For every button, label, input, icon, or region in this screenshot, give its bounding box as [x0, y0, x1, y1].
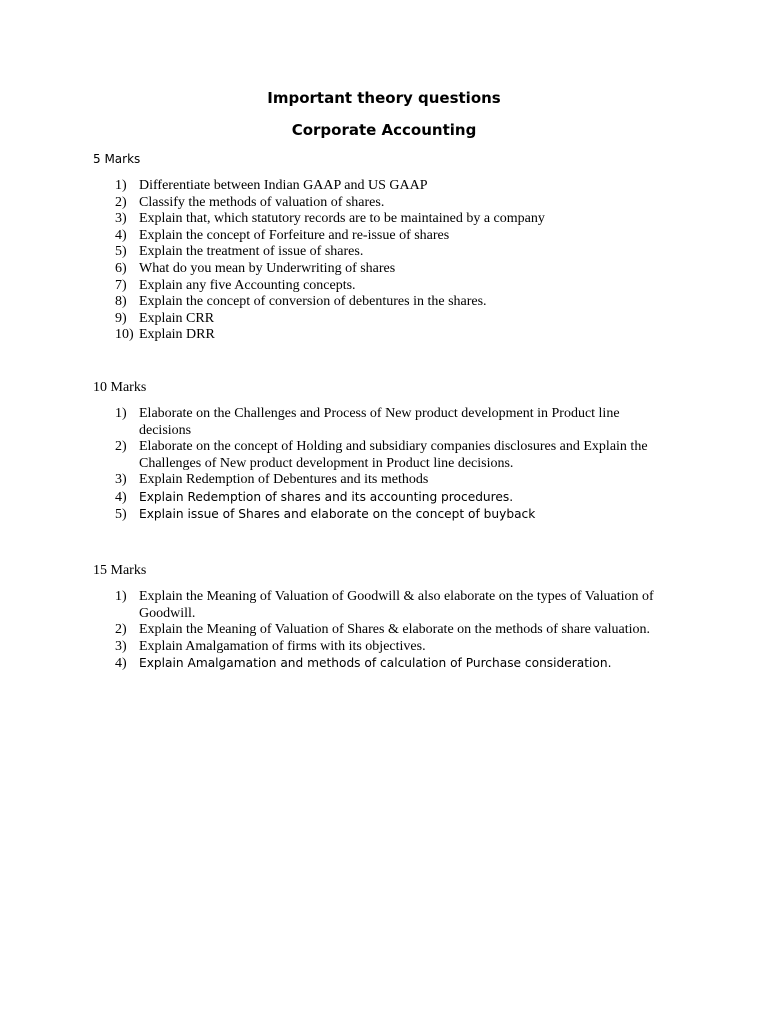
question-number: 5) — [115, 244, 127, 260]
question-item — [115, 195, 675, 212]
question-number: 5) — [115, 506, 127, 522]
section-heading-15-marks: 15 Marks — [93, 563, 147, 578]
question-text: Explain Redemption of Debentures and its methods — [139, 472, 429, 488]
question-number: 3) — [115, 211, 127, 227]
question-number: 3) — [115, 472, 127, 488]
question-text: Explain Amalgamation of firms with its objectives. — [139, 638, 426, 654]
question-number: 1) — [115, 406, 127, 421]
question-number: 7) — [115, 277, 127, 293]
question-text: Explain the Meaning of Valuation of Shares & elaborate on the methods of share valuation. — [139, 622, 650, 638]
question-list-15-marks — [115, 589, 675, 672]
question-number: 10) — [115, 327, 134, 343]
question-number: 8) — [115, 294, 127, 310]
question-item — [115, 228, 675, 245]
question-item — [115, 294, 675, 311]
question-text: Explain any five Accounting concepts. — [139, 277, 356, 293]
question-number: 6) — [115, 260, 127, 276]
question-number: 2) — [115, 439, 127, 455]
question-item — [115, 261, 675, 278]
question-item — [115, 639, 675, 656]
question-number: 3) — [115, 638, 127, 654]
question-text: Differentiate between Indian GAAP and US GAAP — [139, 178, 428, 193]
question-text: Explain the treatment of issue of shares. — [139, 244, 364, 260]
question-item — [115, 327, 675, 344]
question-text: Explain DRR — [139, 327, 215, 343]
question-text: Elaborate on the Challenges and Process of New product development in Product line decisions — [139, 406, 620, 438]
question-item — [115, 655, 675, 672]
question-text: Explain Amalgamation and methods of calculation of Purchase consideration. — [139, 656, 612, 671]
question-number: 4) — [115, 227, 127, 243]
document-subtitle: Corporate Accounting — [291, 121, 477, 139]
question-item — [115, 589, 675, 622]
question-number: 1) — [115, 178, 127, 193]
question-text: What do you mean by Underwriting of shares — [139, 260, 396, 276]
document-title: Important theory questions — [267, 89, 501, 107]
question-list-5-marks — [115, 178, 675, 344]
question-item — [115, 278, 675, 295]
question-item — [115, 211, 675, 228]
question-number: 2) — [115, 622, 127, 638]
section-heading-10-marks: 10 Marks — [93, 380, 147, 395]
question-item — [115, 622, 675, 639]
question-item — [115, 472, 675, 489]
question-text: Explain CRR — [139, 310, 215, 326]
question-item — [115, 406, 675, 439]
question-item — [115, 506, 675, 523]
question-text: Classify the methods of valuation of shares. — [139, 194, 385, 210]
question-item — [115, 178, 675, 195]
question-item — [115, 311, 675, 328]
question-text: Explain the concept of Forfeiture and re-issue of shares — [139, 227, 450, 243]
question-number: 9) — [115, 310, 127, 326]
question-item — [115, 489, 675, 506]
question-text: Explain the concept of conversion of debentures in the shares. — [139, 294, 487, 310]
question-text: Explain issue of Shares and elaborate on the concept of buyback — [139, 506, 536, 521]
question-number: 4) — [115, 489, 127, 505]
question-number: 1) — [115, 589, 127, 604]
question-number: 4) — [115, 656, 127, 672]
question-number: 2) — [115, 194, 127, 210]
question-text: Explain the Meaning of Valuation of Goodwill & also elaborate on the types of Valuation of Goodwill. — [139, 589, 654, 621]
question-text: Explain Redemption of shares and its accounting procedures. — [139, 489, 514, 504]
question-text: Explain that, which statutory records are to be maintained by a company — [139, 211, 545, 227]
question-item — [115, 244, 675, 261]
question-item — [115, 439, 675, 472]
question-list-10-marks — [115, 406, 675, 523]
section-heading-5-marks: 5 Marks — [93, 152, 141, 166]
question-text: Elaborate on the concept of Holding and subsidiary companies disclosures and Explain the Challenges of New product development in Product line decisions. — [139, 439, 648, 471]
